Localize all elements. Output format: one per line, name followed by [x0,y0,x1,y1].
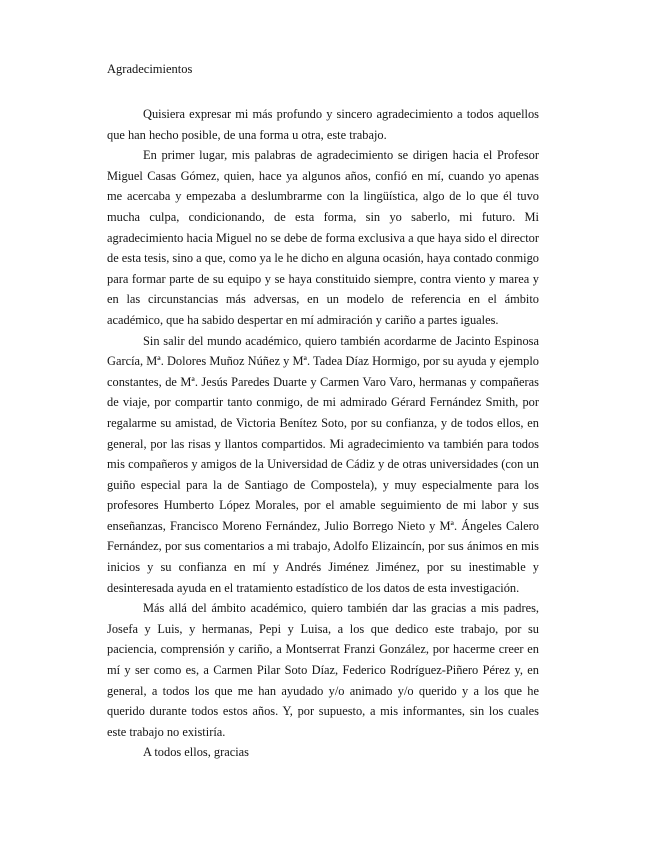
paragraph-intro: Quisiera expresar mi más profundo y sincero agradecimiento a todos aquellos que han hecho posible, de una forma u otra, este trabajo. [107,107,539,142]
paragraph-closing: A todos ellos, gracias [143,745,249,760]
paragraph-director: En primer lugar, mis palabras de agradecimiento se dirigen hacia el Profesor Miguel Casas Gómez, quien, hace ya algunos años, confió en mí, cuando yo apenas me acercaba y empezaba a deslumbrarme con la lingüística, algo de lo que él tuvo mucha culpa, condicionando, de esta forma, sin yo saberlo, mi futuro. Mi agradecimiento hacia Miguel no se debe de forma exclusiva a que haya sido el director de esta tesis, sino a que, como ya le he dicho en alguna ocasión, haya contado conmigo para formar parte de su equipo y se haya constituido siempre, contra viento y marea y en las circunstancias más adversas, en un modelo de referencia en el ámbito académico, que ha sabido despertar en mí admiración y cariño a partes iguales. [107,148,539,327]
page-title: Agradecimientos [107,62,193,76]
paragraph-academic: Sin salir del mundo académico, quiero también acordarme de Jacinto Espinosa García, Mª. Dolores Muñoz Núñez y Mª. Tadea Díaz Hormigo, por su ayuda y ejemplo constantes, de Mª. Jesús Paredes Duarte y Carmen Varo Varo, hermanas y compañeras de viaje, por compartir tanto conmigo, de mi admirado Gérard Fernández Smith, por regalarme su amistad, de Victoria Benítez Soto, por su confianza, y de todos ellos, en general, por las risas y llantos compartidos. Mi agradecimiento va también para todos mis compañeros y amigos de la Universidad de Cádiz y de otras universidades (con un guiño especial para la de Santiago de Compostela), y muy especialmente para los profesores Humberto López Morales, por el amable seguimiento de mi labor y sus enseñanzas, Francisco Moreno Fernández, Julio Borrego Nieto y Mª. Ángeles Calero Fernández, por sus comentarios a mi trabajo, Adolfo Elizaincín, por sus ánimos en mis inicios y su confianza en mí y Andrés Jiménez Jiménez, por su inestimable y desinteresada ayuda en el tratamiento estadístico de los datos de esta investigación. [107,333,539,595]
paragraph-family: Más allá del ámbito académico, quiero también dar las gracias a mis padres, Josefa y Luis, y hermanas, Pepi y Luisa, a los que dedico este trabajo, por su paciencia, comprensión y cariño, a Montserrat Franzi González, por hacerme creer en mí y ser como es, a Carmen Pilar Soto Díaz, Federico Rodríguez-Piñero Pérez y, en general, a todos los que me han ayudado y/o animado y/o querido y a los que he querido durante todos estos años. Y, por supuesto, a mis informantes, sin los cuales este trabajo no existiría. [107,601,539,739]
body-text [107,104,539,763]
